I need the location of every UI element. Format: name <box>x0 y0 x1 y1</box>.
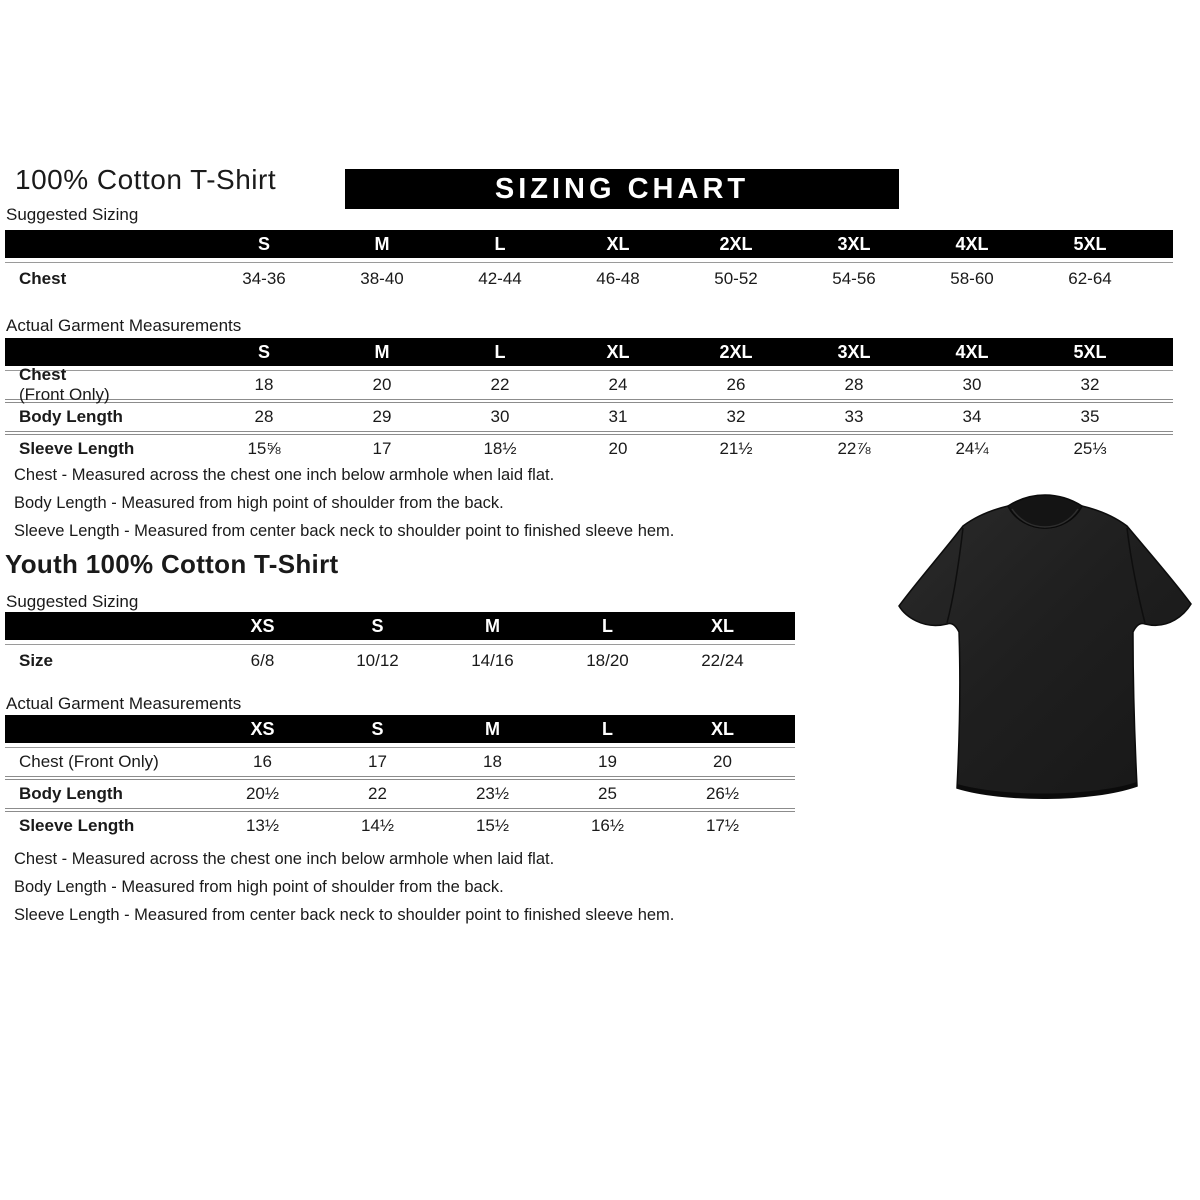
page-title: 100% Cotton T-Shirt <box>15 164 277 195</box>
table-row <box>5 262 1173 294</box>
row-label-text: Size <box>19 650 54 670</box>
size-column-header: S <box>257 233 270 254</box>
measurement-cell: 17 <box>368 752 387 771</box>
measurement-cell: 62-64 <box>1068 268 1112 288</box>
youth-section-title: Youth 100% Cotton T-Shirt <box>5 549 339 579</box>
note-chest: Chest - Measured across the chest one inch below armhole when laid flat. <box>14 466 555 484</box>
measurement-cell: 20 <box>608 439 628 458</box>
table-row <box>5 431 1173 463</box>
size-column-header: 4XL <box>955 341 989 362</box>
measurement-cell: 32 <box>726 407 746 426</box>
size-column-header: XS <box>250 718 275 739</box>
size-column-header: 2XL <box>719 341 753 362</box>
size-column-header: 5XL <box>1073 233 1107 254</box>
size-column-header: 2XL <box>719 233 753 254</box>
size-column-header: 5XL <box>1073 341 1107 362</box>
table-row <box>5 747 795 776</box>
youth-garment-measurements-table <box>5 715 795 840</box>
measurement-cell: 17 <box>372 439 392 458</box>
size-header-row <box>5 715 795 743</box>
table-row <box>5 644 795 676</box>
measurement-cell: 17½ <box>705 816 740 835</box>
measurement-cell: 21½ <box>719 439 753 458</box>
note-chest: Chest - Measured across the chest one inch below armhole when laid flat. <box>14 850 555 868</box>
row-label-suffix: (Front Only) <box>19 385 110 404</box>
table-body <box>5 644 795 676</box>
measurement-cell: 29 <box>372 407 392 426</box>
adult-suggested-sizing-table <box>5 230 1173 294</box>
measurement-cell: 20½ <box>245 784 280 803</box>
size-column-header: XL <box>606 233 630 254</box>
black-tshirt-graphic <box>893 490 1197 810</box>
size-column-header: S <box>371 615 384 636</box>
size-column-header: XL <box>606 341 630 362</box>
youth-measurement-notes <box>14 845 674 929</box>
measurement-cell: 46-48 <box>596 268 640 288</box>
measurement-cell: 20 <box>372 375 392 394</box>
measurement-cell: 26 <box>726 375 746 394</box>
size-column-header: XL <box>710 615 734 636</box>
row-label <box>5 784 205 804</box>
measurement-cell: 19 <box>598 752 617 771</box>
measurement-cell: 42-44 <box>478 268 522 288</box>
table-row <box>5 776 795 808</box>
measurement-cell: 14/16 <box>471 650 514 670</box>
measurement-cell: 50-52 <box>714 268 758 288</box>
size-column-header: M <box>485 718 500 739</box>
size-column-header: XS <box>250 615 275 636</box>
tshirt-image <box>893 490 1197 810</box>
measurement-cell: 33 <box>844 407 864 426</box>
measurement-cell: 22 <box>490 375 510 394</box>
size-column-header: S <box>371 718 384 739</box>
size-column-header: L <box>602 718 613 739</box>
measurement-cell: 58-60 <box>950 268 994 288</box>
row-label-text: Body Length <box>19 407 123 426</box>
adult-measurement-notes <box>14 461 674 545</box>
measurement-cell: 28 <box>844 375 864 394</box>
row-label-text: Body Length <box>19 784 123 803</box>
measurement-cell: 18/20 <box>586 650 629 670</box>
table-body <box>5 365 1173 463</box>
measurement-cell: 30 <box>490 407 510 426</box>
measurement-cell: 20 <box>713 752 732 771</box>
size-column-header: L <box>494 341 506 362</box>
sizing-chart-banner: SIZING CHART <box>345 169 899 209</box>
size-header-row <box>5 338 1173 366</box>
adult-garment-measurements-table <box>5 338 1173 463</box>
row-label-text: Chest <box>19 268 67 288</box>
measurement-cell: 16 <box>253 752 272 771</box>
measurement-cell: 30 <box>962 375 982 394</box>
measurement-cell: 35 <box>1080 407 1100 426</box>
row-label <box>5 365 205 405</box>
measurement-cell: 14½ <box>360 816 395 835</box>
note-sleeve-length: Sleeve Length - Measured from center back neck to shoulder point to finished sleeve hem. <box>14 522 675 540</box>
measurement-cell: 28 <box>254 407 274 426</box>
measurement-cell: 26½ <box>705 784 740 803</box>
size-header-row <box>5 612 795 640</box>
size-column-header: M <box>374 233 390 254</box>
measurement-cell: 15½ <box>475 816 510 835</box>
measurement-cell: 24¼ <box>955 439 989 458</box>
measurement-cell: 18½ <box>483 439 517 458</box>
youth-garment-measurements-label: Actual Garment Measurements <box>6 694 242 713</box>
note-body-length: Body Length - Measured from high point of shoulder from the back. <box>14 878 504 896</box>
row-label <box>5 816 205 836</box>
size-column-header: S <box>257 341 270 362</box>
measurement-cell: 22/24 <box>701 650 744 670</box>
measurement-cell: 38-40 <box>360 268 404 288</box>
table-row <box>5 365 1173 404</box>
measurement-cell: 34-36 <box>242 268 286 288</box>
measurement-cell: 6/8 <box>250 650 275 670</box>
row-label <box>5 407 205 427</box>
measurement-cell: 15⅝ <box>247 439 281 458</box>
table-row <box>5 808 795 840</box>
measurement-cell: 18 <box>483 752 502 771</box>
measurement-cell: 23½ <box>475 784 510 803</box>
size-header-row <box>5 230 1173 258</box>
size-column-header: L <box>602 615 613 636</box>
youth-suggested-sizing-table <box>5 612 795 676</box>
row-label-text: Chest <box>19 365 67 384</box>
table-body <box>5 262 1173 294</box>
row-label <box>5 651 205 671</box>
measurement-cell: 13½ <box>245 816 280 835</box>
size-column-header: 3XL <box>837 233 871 254</box>
row-label <box>5 269 205 289</box>
row-label-text: Sleeve Length <box>19 439 135 458</box>
table-body <box>5 747 795 840</box>
measurement-cell: 16½ <box>590 816 625 835</box>
measurement-cell: 18 <box>254 375 274 394</box>
row-label-text: Chest (Front Only) <box>19 752 159 771</box>
measurement-cell: 24 <box>608 375 628 394</box>
measurement-cell: 34 <box>962 407 982 426</box>
measurement-cell: 25⅓ <box>1073 439 1107 458</box>
measurement-cell: 54-56 <box>832 268 876 288</box>
size-column-header: 3XL <box>837 341 871 362</box>
measurement-cell: 22 <box>368 784 387 803</box>
measurement-cell: 22⅞ <box>837 439 871 458</box>
measurement-cell: 31 <box>608 407 628 426</box>
size-column-header: M <box>374 341 390 362</box>
adult-garment-measurements-label: Actual Garment Measurements <box>6 316 242 335</box>
row-label <box>5 439 205 459</box>
adult-suggested-sizing-label: Suggested Sizing <box>6 205 139 224</box>
measurement-cell: 10/12 <box>356 650 399 670</box>
note-body-length: Body Length - Measured from high point of shoulder from the back. <box>14 494 504 512</box>
tshirt-body <box>899 506 1191 798</box>
row-label <box>5 752 205 772</box>
size-column-header: XL <box>710 718 734 739</box>
measurement-cell: 32 <box>1080 375 1100 394</box>
youth-suggested-sizing-label: Suggested Sizing <box>6 592 139 611</box>
size-column-header: 4XL <box>955 233 989 254</box>
note-sleeve-length: Sleeve Length - Measured from center back neck to shoulder point to finished sleeve hem. <box>14 906 675 924</box>
size-column-header: M <box>485 615 500 636</box>
size-column-header: L <box>494 233 506 254</box>
measurement-cell: 25 <box>598 784 617 803</box>
row-label-text: Sleeve Length <box>19 816 135 835</box>
